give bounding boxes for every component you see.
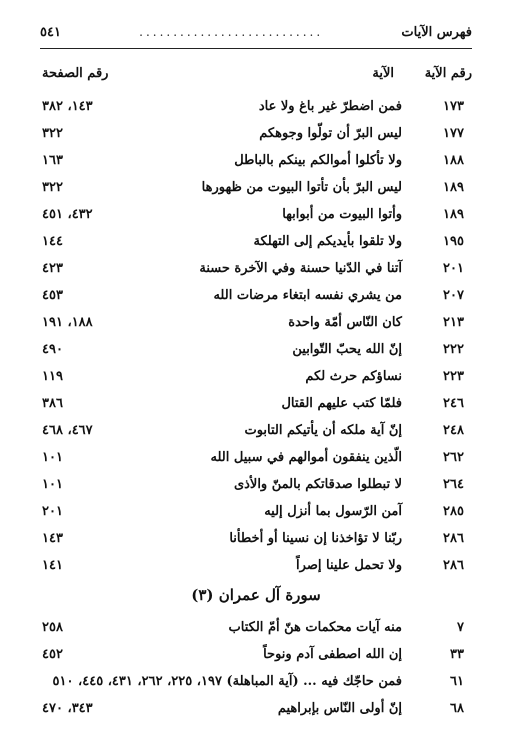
index-row <box>40 230 472 254</box>
verse-text: ولا تأكلوا أموالكم بينكم بالباطل <box>234 153 402 168</box>
verse-text: من يشري نفسه ابتغاء مرضات الله <box>213 288 402 303</box>
page-refs: ٣٤٣، ٤٧٠ <box>42 701 93 716</box>
index-row <box>40 203 472 227</box>
verse-text: إنّ آية ملكه أن يأتيكم التابوت <box>244 423 402 438</box>
index-row <box>40 149 472 173</box>
index-row <box>40 500 472 524</box>
verse-text: ليس البرّ أن تولّوا وجوهكم <box>259 126 402 141</box>
verse-number: ١٧٧ <box>443 126 464 141</box>
page-refs: ١٨٨، ١٩١ <box>42 315 93 330</box>
column-header-verse: الآية <box>372 66 394 81</box>
page-refs: ٤٥٣ <box>42 288 63 303</box>
page-refs: ١٤١ <box>42 558 63 573</box>
index-row <box>40 95 472 119</box>
index-row <box>40 392 472 416</box>
verse-number: ٢٤٨ <box>443 423 464 438</box>
verse-number: ٢٢٢ <box>443 342 464 357</box>
index-row <box>40 670 472 694</box>
page-refs: ٤٩٠ <box>42 342 63 357</box>
page-refs: ٤٥٢ <box>42 647 63 662</box>
verse-number: ١٨٩ <box>443 180 464 195</box>
verse-text: إن الله اصطفى آدم ونوحاً <box>263 647 402 662</box>
index-row <box>40 311 472 335</box>
index-row <box>40 284 472 308</box>
page-refs: ٤٦٧، ٤٦٨ <box>42 423 93 438</box>
verse-text: كان النّاس أمّة واحدة <box>288 315 402 330</box>
verse-number: ١٩٥ <box>443 234 464 249</box>
verse-number: ٢٠٧ <box>443 288 464 303</box>
page-refs: ٣٢٢ <box>42 180 63 195</box>
page-refs: ٣٢٢ <box>42 126 63 141</box>
page-refs: ١٠١ <box>42 477 63 492</box>
page-refs: ١١٩ <box>42 369 63 384</box>
verse-text: آتنا في الدّنيا حسنة وفي الآخرة حسنة <box>199 261 402 276</box>
header-rule <box>40 48 472 49</box>
verse-number: ٦١ <box>450 674 464 689</box>
header-page-number: ٥٤١ <box>40 24 61 40</box>
index-row <box>40 527 472 551</box>
index-row <box>40 365 472 389</box>
verse-text: ليس البرّ بأن تأتوا البيوت من ظهورها <box>201 180 402 195</box>
index-row <box>40 446 472 470</box>
index-row <box>40 616 472 640</box>
index-row <box>40 257 472 281</box>
index-row <box>40 176 472 200</box>
page-refs: ١٠١ <box>42 450 63 465</box>
page-refs: ٤٣٢، ٤٥١ <box>42 207 93 222</box>
verse-text: منه آيات محكمات هنّ أمّ الكتاب <box>228 620 402 635</box>
index-row <box>40 419 472 443</box>
page-refs: ١٤٣ <box>42 531 63 546</box>
verse-number: ١٨٨ <box>443 153 464 168</box>
index-row <box>40 473 472 497</box>
verse-number: ١٧٣ <box>443 99 464 114</box>
verse-number: ٢١٣ <box>443 315 464 330</box>
verse-number: ٢٦٤ <box>443 477 464 492</box>
index-row <box>40 554 472 578</box>
verse-number: ٢٨٥ <box>443 504 464 519</box>
column-header-verse-number: رقم الآية <box>424 66 472 81</box>
column-header-pages: رقم الصفحة <box>42 66 109 81</box>
verse-text: إنّ أولى النّاس بإبراهيم <box>277 701 402 716</box>
verse-text: إنّ الله يحبّ التّوابين <box>292 342 402 357</box>
verse-text: فمن اضطرّ غير باغ ولا عاد <box>258 99 402 114</box>
page-refs: ٣٨٦ <box>42 396 63 411</box>
verse-text: لا تبطلوا صدقاتكم بالمنّ والأذى <box>233 477 402 492</box>
column-headers <box>40 66 472 88</box>
index-row <box>40 122 472 146</box>
page-refs: ١٤٤ <box>42 234 63 249</box>
verse-text: ولا تحمل علينا إصراً <box>296 558 402 573</box>
verse-number: ٢٠١ <box>443 261 464 276</box>
verse-text: ولا تلقوا بأيديكم إلى التهلكة <box>253 234 402 249</box>
verse-number: ٢٤٦ <box>443 396 464 411</box>
page-refs: ٢٠١ <box>42 504 63 519</box>
index-row <box>40 338 472 362</box>
verse-text: آمن الرّسول بما أنزل إليه <box>264 504 402 519</box>
page-refs: ١٤٣، ٣٨٢ <box>42 99 93 114</box>
verse-number: ٢٢٣ <box>443 369 464 384</box>
verse-text: نساؤكم حرث لكم <box>305 369 402 384</box>
verse-number: ٧ <box>457 620 464 635</box>
surah-heading: سورة آل عمران (٣) <box>191 586 321 604</box>
page-refs: ٤٢٣ <box>42 261 63 276</box>
verse-number: ٢٨٦ <box>443 531 464 546</box>
index-row <box>40 643 472 667</box>
verse-number: ٢٦٢ <box>443 450 464 465</box>
verse-number: ٢٨٦ <box>443 558 464 573</box>
header-title: فهرس الآيات <box>401 24 472 40</box>
verse-number: ٣٣ <box>450 647 464 662</box>
verse-text: فلمّا كتب عليهم القتال <box>281 396 402 411</box>
page-refs: ٢٥٨ <box>42 620 63 635</box>
verse-text: وأتوا البيوت من أبوابها <box>282 207 402 222</box>
verse-text: ربّنا لا تؤاخذنا إن نسينا أو أخطأنا <box>229 531 402 546</box>
index-row <box>40 697 472 721</box>
page-refs: ١٦٣ <box>42 153 63 168</box>
verse-number: ١٨٩ <box>443 207 464 222</box>
running-header <box>40 20 472 44</box>
header-leader-dots: ........................... <box>139 25 324 39</box>
verse-text: فمن حاجّك فيه ... (آية المباهلة) ١٩٧، ٢٢٥، ٢٦٢، ٤٣١، ٤٤٥، ٥١٠ <box>52 674 402 689</box>
verse-text: الّذين ينفقون أموالهم في سبيل الله <box>210 450 402 465</box>
verse-number: ٦٨ <box>450 701 464 716</box>
